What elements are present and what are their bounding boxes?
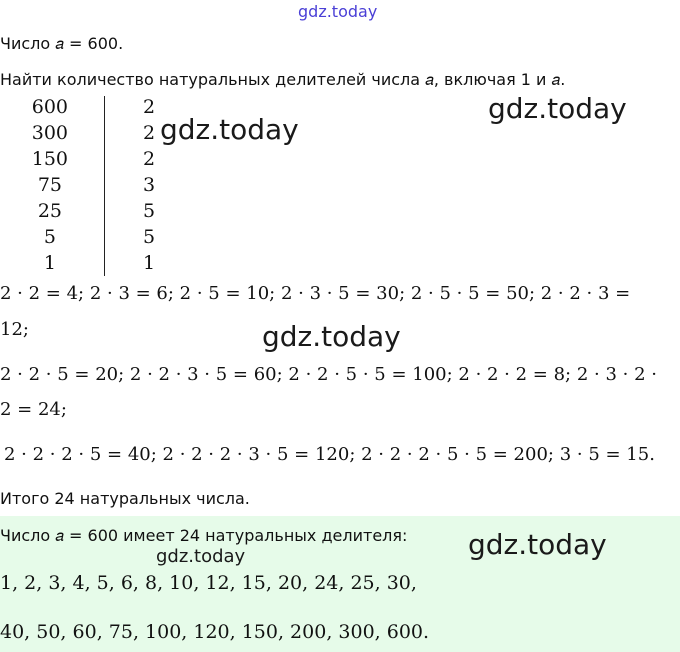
factor-right-cell: 2 [143, 122, 156, 144]
watermark-top: gdz.today [298, 2, 378, 21]
factor-right-cell: 2 [143, 148, 156, 170]
factor-left-cell: 600 [31, 96, 68, 118]
factor-left-cell: 1 [43, 252, 56, 274]
factor-right-cell: 1 [143, 252, 156, 274]
factor-right-cell: 3 [143, 174, 156, 196]
watermark-table: gdz.today [160, 113, 299, 146]
factor-table-divider [104, 96, 105, 276]
products-line-1: 2 · 2 = 4; 2 · 3 = 6; 2 · 5 = 10; 2 · 3 · 5 = 30; 2 · 5 · 5 = 50; 2 · 2 · 3 = [0, 283, 631, 304]
products-line-4: 2 = 24; [0, 399, 67, 420]
watermark-middle: gdz.today [262, 320, 401, 353]
answer-divisors-line-2: 40, 50, 60, 75, 100, 120, 150, 200, 300, 600. [0, 621, 430, 643]
products-line-5: 2 · 2 · 2 · 5 = 40; 2 · 2 · 2 · 3 · 5 = 120; 2 · 2 · 2 · 5 · 5 = 200; 3 · 5 = 15. [4, 444, 655, 465]
factor-left-cell: 5 [43, 226, 56, 248]
factor-left-cell: 300 [31, 122, 68, 144]
factor-left-cell: 25 [37, 200, 62, 222]
factor-left-cell: 150 [31, 148, 68, 170]
factor-left-cell: 75 [37, 174, 62, 196]
factor-right-cell: 2 [143, 96, 156, 118]
problem-statement-task: Найти количество натуральных делителей числа 𝑎, включая 1 и 𝑎. [0, 70, 566, 89]
problem-statement-number: Число 𝑎 = 600. [0, 34, 124, 53]
watermark-right: gdz.today [488, 92, 627, 125]
answer-divisors-line-1: 1, 2, 3, 4, 5, 6, 8, 10, 12, 15, 20, 24, 25, 30, [0, 572, 417, 594]
watermark-answer-small: gdz.today [156, 546, 246, 567]
total-count: Итого 24 натуральных числа. [0, 489, 250, 508]
factor-right-cell: 5 [143, 200, 156, 222]
products-line-3: 2 · 2 · 5 = 20; 2 · 2 · 3 · 5 = 60; 2 · 2 · 5 · 5 = 100; 2 · 2 · 2 = 8; 2 · 3 · 2 · [0, 364, 657, 385]
factor-right-cell: 5 [143, 226, 156, 248]
answer-heading: Число 𝑎 = 600 имеет 24 натуральных делителя: [0, 526, 408, 545]
products-line-2: 12; [0, 319, 29, 340]
watermark-answer-big: gdz.today [468, 528, 607, 561]
